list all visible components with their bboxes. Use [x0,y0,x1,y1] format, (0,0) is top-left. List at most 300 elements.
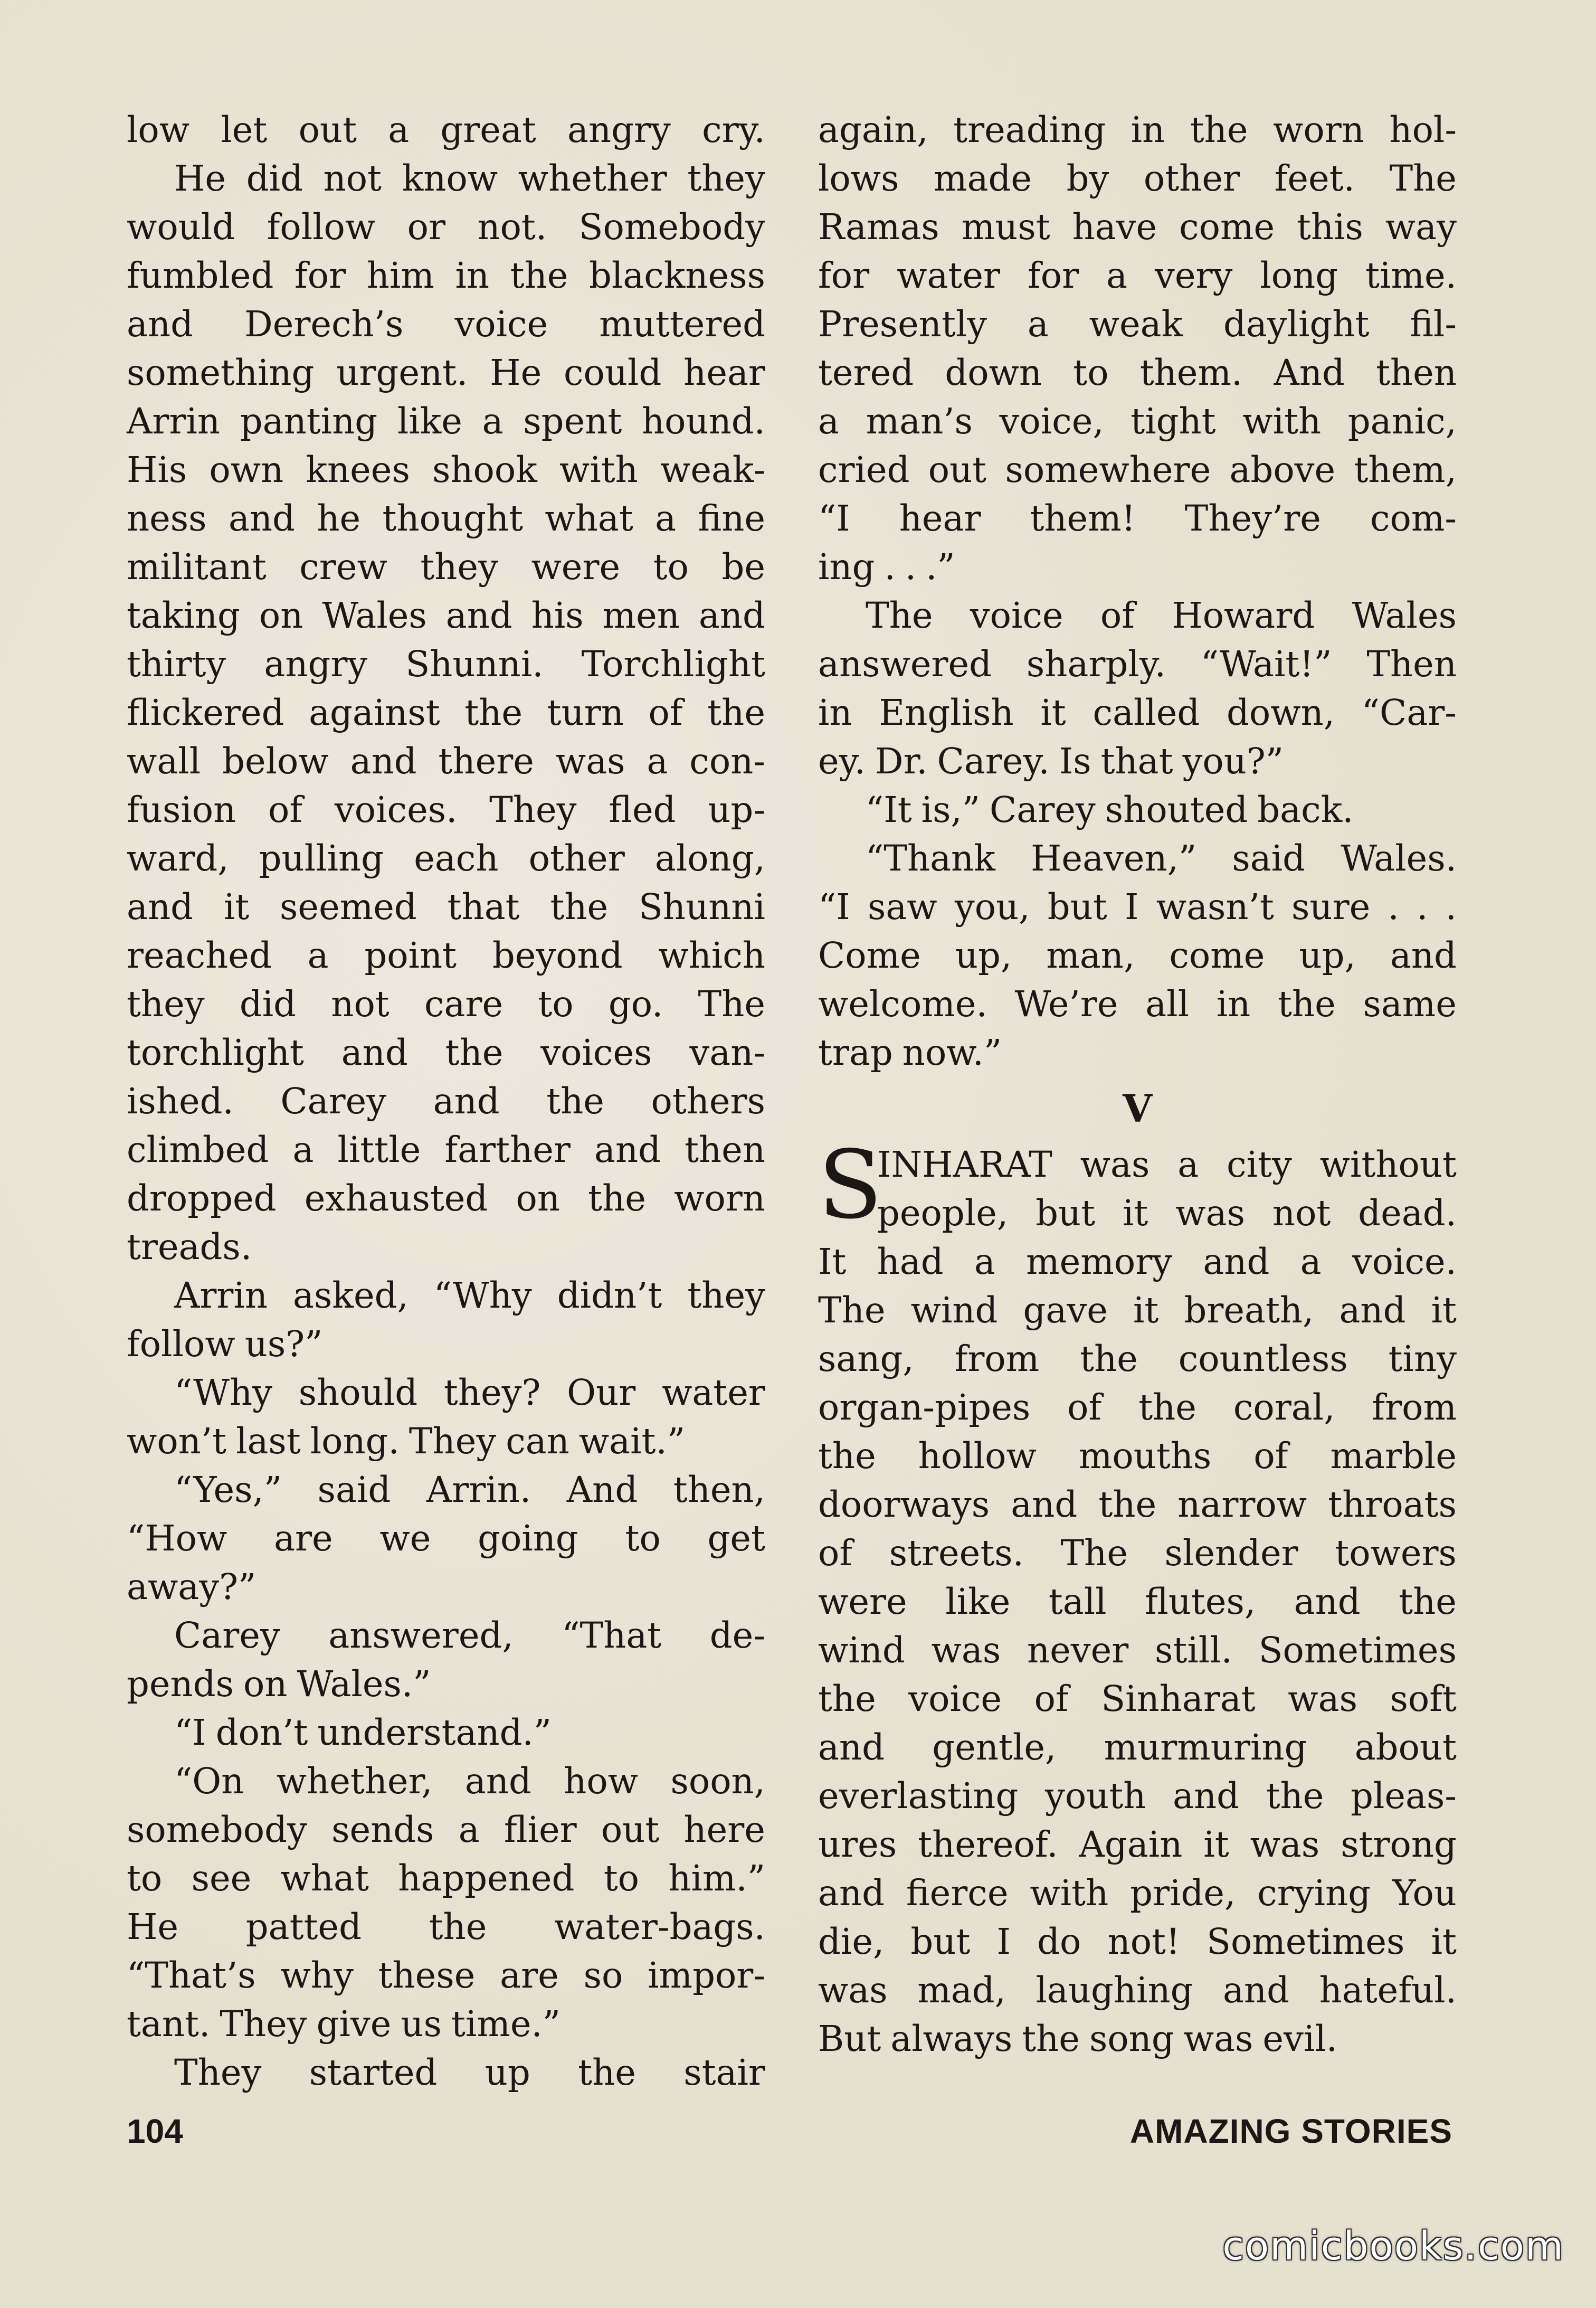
word: mouths [1078,1435,1212,1477]
word: are [500,1955,559,1996]
word: tall [1048,1581,1107,1622]
text-line [127,446,765,494]
text-line [818,1675,1457,1723]
word: was [1080,1144,1150,1185]
text-line [127,786,765,834]
word: them! [1030,498,1136,539]
word: with [1030,1872,1109,1914]
word: the [1190,109,1248,150]
word: or [407,206,446,248]
word: reached [127,935,272,976]
word: Somebody [578,206,765,248]
word: Carey. [937,741,1050,782]
word: away?” [127,1566,256,1607]
word: everlasting [818,1775,1019,1817]
word: something [127,352,315,393]
word: flier [504,1809,577,1850]
word: asked, [293,1275,408,1316]
word: ey. [818,741,866,782]
word: shouted [1105,789,1248,830]
word: tered [818,352,914,393]
text-line [818,1335,1457,1383]
word: started [309,2052,438,2093]
word: his [531,595,584,636]
text-line [818,494,1457,543]
word: they [127,983,205,1025]
text-line [127,1417,765,1465]
word: youth [1044,1775,1146,1817]
word: Arrin [174,1275,268,1316]
word: “I [818,498,850,539]
word: the [578,2052,636,2093]
word: But [818,2018,881,2059]
word: like [945,1581,1011,1622]
word: “Thank [866,838,995,879]
word: stair [683,2052,765,2093]
word: a [1027,304,1049,345]
word: The [1060,1533,1128,1574]
text-line [127,494,765,543]
word: We’re [1014,983,1118,1025]
word: thereof. [918,1824,1058,1865]
word: “Why [174,1372,272,1413]
text-line [818,640,1457,688]
word: It [818,1241,847,1282]
word: The [818,1290,886,1331]
word: was [1183,2018,1253,2059]
word: treading [953,109,1106,150]
word: Carey [174,1615,280,1656]
word: let [221,109,268,150]
word: there [438,741,534,782]
word: on [243,1663,288,1705]
text-line [127,1805,765,1854]
word: Wales.” [297,1663,431,1705]
word: weak [1089,304,1183,345]
word: very [1155,255,1233,296]
word: pleas- [1351,1775,1457,1817]
word: I [1125,886,1139,928]
word: thought [382,498,524,539]
word: dropped [127,1178,277,1219]
word: and [1294,1581,1361,1622]
word: below [222,741,329,782]
word: would [127,206,235,248]
word: low [127,109,190,150]
word: Wales [322,595,427,636]
word: out [601,1809,660,1850]
word: pends [127,1663,234,1705]
word: must [961,206,1050,248]
word: pride, [1130,1872,1236,1914]
word: was [555,741,625,782]
word: Sometimes [1258,1630,1457,1671]
word: were [818,1581,907,1622]
text-line [818,834,1457,883]
word: to [603,1858,639,1899]
word: could [564,352,662,393]
word: soon, [670,1761,765,1802]
word: follow [267,206,376,248]
word: come [1179,206,1275,248]
word: to [653,546,689,588]
text-line [818,1383,1457,1432]
text-line [818,591,1457,640]
text-line [818,1917,1457,1966]
word: it [1431,1290,1457,1331]
word: and [1203,1241,1270,1282]
word: on [516,1178,560,1219]
word: “Yes,” [174,1469,282,1510]
word: great [440,109,536,150]
word: a [1177,1144,1199,1185]
word: strong [1341,1824,1457,1865]
word: a [458,1809,480,1850]
word: last [236,1421,301,1462]
text-line [127,1951,765,2000]
word: did [246,158,303,199]
word: farther [444,1129,571,1170]
word: Carey [280,1081,387,1122]
word: Shunni. [405,644,544,685]
word: follow [127,1323,235,1365]
word: get [707,1518,765,1559]
word: the [429,1906,487,1947]
word: then [685,1129,765,1170]
word: in [1130,109,1165,150]
word: going [478,1518,578,1559]
word: in [818,692,852,733]
text-line [818,1820,1457,1869]
word: welcome. [818,983,987,1025]
word: that [447,886,520,928]
word: from [1372,1387,1457,1428]
text-line [818,1529,1457,1577]
word: They [220,2003,307,2045]
word: is,” [921,789,981,830]
watermark: comicbooks.com [1222,2224,1564,2269]
word: “I [174,1712,206,1753]
word: do [1037,1921,1081,1962]
word: care [424,983,504,1025]
text-line [127,397,765,446]
word: answered [818,644,992,685]
word: memory [1026,1241,1173,1282]
word: were [531,546,621,588]
word: sharply. [1026,644,1166,685]
word: hol- [1389,109,1457,150]
word: what [545,498,633,539]
word: . [1445,886,1457,928]
word: long [1260,255,1338,296]
word: ing [818,546,875,588]
word: of [1034,1678,1069,1719]
word: taking [127,595,240,636]
word: Howard [1172,595,1315,636]
word: against [309,692,440,733]
word: without [1319,1144,1457,1185]
text-line [127,1223,765,1271]
word: a [482,401,504,442]
text-line [818,1028,1457,1077]
left-text-column [127,106,765,2097]
word: daylight [1223,304,1370,345]
word: saw [867,886,937,928]
text-line [127,1320,765,1368]
word: a [307,935,329,976]
word: Sometimes [1206,1921,1405,1962]
word: fumbled [127,255,274,296]
word: the [510,255,568,296]
word: of [1100,595,1135,636]
word: from [954,1338,1040,1379]
word: then [1376,352,1457,393]
word: like [397,401,462,442]
word: in [1216,983,1251,1025]
word: it [1203,1824,1229,1865]
word: back. [1257,789,1354,830]
word: beyond [492,935,623,976]
word: and [594,1129,661,1170]
word: exhausted [304,1178,488,1219]
word: and [127,886,193,928]
word: by [1066,158,1109,199]
text-line [127,1660,765,1708]
word: lows [818,158,899,199]
word: Arrin. [426,1469,531,1510]
word: cried [818,449,910,490]
word: a [1106,255,1128,296]
word: up [484,2052,530,2093]
text-line [818,300,1457,348]
word: him.” [668,1858,765,1899]
word: was [1250,1824,1320,1865]
word: sure [1291,886,1371,928]
word: a [818,401,839,442]
word: The [698,983,765,1025]
word: Wales. [1341,838,1457,879]
word: we [379,1518,431,1559]
word: man, [1046,935,1135,976]
word: you, [954,886,1030,928]
word: He [127,1906,179,1947]
text-line [127,883,765,931]
text-line [877,1140,1457,1189]
text-line [127,543,765,591]
word: whether, [276,1761,433,1802]
word: should [298,1372,418,1413]
text-line [818,1480,1457,1529]
word: city [1227,1144,1292,1185]
word: Is [1059,741,1091,782]
word: tiny [1388,1338,1457,1379]
word: long. [310,1421,400,1462]
word: it [1133,1290,1159,1331]
word: not [331,983,390,1025]
word: he [317,498,361,539]
word: a [647,741,668,782]
word: had [877,1241,944,1282]
word: the [546,1081,604,1122]
word: not. [477,206,547,248]
word: “That’s [127,1955,256,1996]
word: feet. [1274,158,1355,199]
text-line [818,348,1457,397]
text-line [127,1368,765,1417]
word: man’s [866,401,973,442]
word: and [1173,1775,1240,1817]
word: The [1389,158,1457,199]
word: INHARAT [877,1144,1052,1185]
text-line [127,1563,765,1611]
text-line [818,154,1457,203]
word: Come [818,935,921,976]
word: and [433,1081,500,1122]
word: was [931,1630,1001,1671]
word: along, [654,838,765,879]
word: little [337,1129,421,1170]
text-line [127,688,765,737]
word: Arrin [127,401,221,442]
word: voice [454,304,548,345]
word: said [317,1469,391,1510]
word: of [818,1533,853,1574]
word: “Car- [1361,692,1457,733]
word: blackness [589,255,765,296]
word: out [928,449,987,490]
word: murmuring [1104,1727,1307,1768]
word: worn [1273,109,1364,150]
text-line [127,348,765,397]
word: but [910,1921,971,1962]
text-line [127,1708,765,1757]
word: us?” [244,1323,323,1365]
word: knees [306,449,410,490]
word: streets. [889,1533,1024,1574]
word: fled [609,789,676,830]
word: towers [1335,1533,1457,1574]
word: ness [127,498,207,539]
text-line [127,737,765,786]
word: they [687,1275,765,1316]
word: sends [331,1809,434,1850]
word: wall [127,741,201,782]
word: throats [1328,1484,1457,1525]
word: and [698,595,765,636]
word: each [414,838,499,879]
text-line [127,1077,765,1125]
word: other [1143,158,1240,199]
word: fine [698,498,765,539]
word: spent [523,401,622,442]
word: The [866,595,933,636]
word: the [1399,1581,1457,1622]
word: the [445,1032,504,1073]
text-line [127,980,765,1028]
word: “Why [433,1275,532,1316]
word: tight [1130,401,1216,442]
word: way [1385,206,1457,248]
word: was [1288,1678,1357,1719]
word: the [588,1178,646,1219]
word: torchlight [127,1032,304,1073]
word: men [602,595,680,636]
word: up- [708,789,765,830]
text-line [818,1966,1457,2014]
word: Shunni [639,886,765,928]
word: time. [1365,255,1457,296]
word: wait.” [578,1421,686,1462]
word: Ramas [818,206,939,248]
word: They [489,789,577,830]
word: mad, [917,1970,1006,2011]
word: flickered [127,692,284,733]
word: pulling [259,838,384,879]
word: said [1232,838,1306,879]
word: hollow [918,1435,1037,1477]
text-line [127,251,765,300]
word: they [687,158,765,199]
drop-cap-lines [818,1130,1457,1240]
word: but [1036,1193,1096,1234]
text-line [127,1125,765,1174]
word: won’t [127,1421,227,1462]
word: seemed [280,886,417,928]
word: be [721,546,765,588]
word: happened [398,1858,575,1899]
word: Then [1366,644,1457,685]
word: voice. [1352,1241,1457,1282]
word: the [1266,1775,1324,1817]
word: of [1067,1387,1102,1428]
word: was [818,1970,888,2011]
word: cry. [702,109,765,150]
right-text-column [818,106,1457,2063]
word: voice, [999,401,1104,442]
word: the [1138,1387,1196,1428]
word: . [905,546,917,588]
word: hateful. [1319,1970,1457,2011]
text-line [127,300,765,348]
word: then, [673,1469,765,1510]
text-line [127,203,765,251]
word: see [191,1858,252,1899]
text-line [127,591,765,640]
word: gentle, [932,1727,1057,1768]
word: the [1022,2018,1080,2059]
word: water [662,1372,765,1413]
word: fusion [127,789,236,830]
word: these [378,1955,476,1996]
word: not [323,158,382,199]
word: die, [818,1921,885,1962]
word: a [388,109,410,150]
word: a [655,498,677,539]
word: laughing [1036,1970,1193,2011]
word: crying [1257,1872,1371,1914]
word: to [127,1858,163,1899]
word: but [1047,886,1107,928]
text-line [818,1626,1457,1675]
page-number: 104 [127,2112,183,2150]
word: the [818,1678,876,1719]
word: not [1272,1193,1331,1234]
word: doorways [818,1484,990,1525]
word: voice [970,595,1063,636]
word: Presently [818,304,987,345]
word: You [1392,1872,1457,1914]
word: made [934,158,1032,199]
